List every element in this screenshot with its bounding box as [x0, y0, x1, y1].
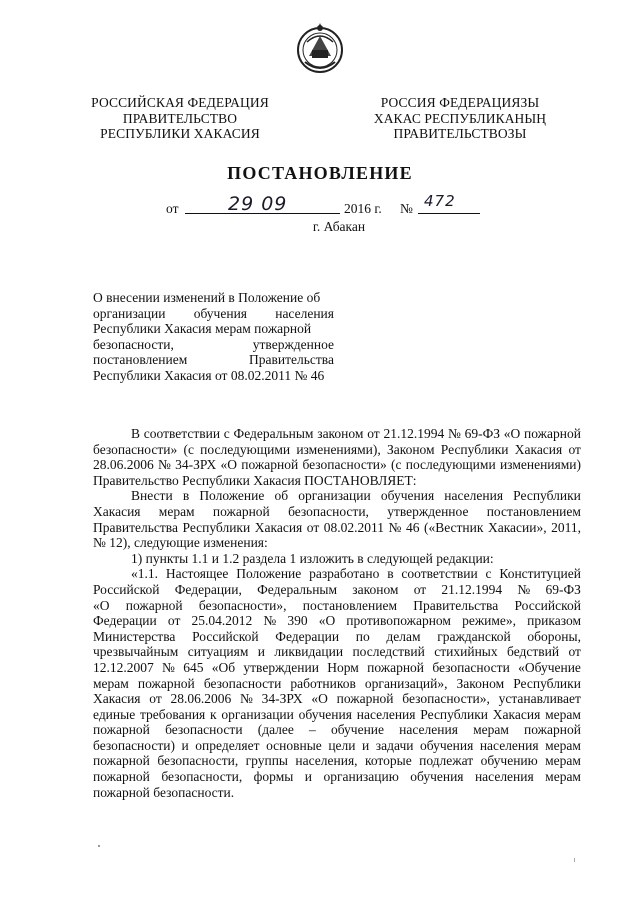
body-word: соответствии: [143, 426, 221, 441]
body-word: от: [413, 581, 427, 597]
body-word: В: [131, 426, 141, 441]
subject-block: [93, 290, 334, 384]
body-word: №: [388, 519, 402, 535]
body-word: Положение: [236, 566, 302, 582]
body-word: последующими: [200, 441, 291, 457]
body-word: постановлением: [302, 597, 397, 613]
body-word: Внести: [131, 488, 173, 504]
body-word: от: [306, 519, 320, 535]
body-word: безопасности: [165, 722, 243, 738]
body-word: мерам: [158, 503, 195, 519]
body-word: Федерации,: [174, 581, 242, 597]
body-word: безопасности»,: [198, 597, 287, 613]
body-word: «О: [220, 457, 237, 473]
body-word: основные: [266, 737, 322, 753]
body-word: №: [447, 426, 461, 441]
body-word: с: [485, 566, 492, 582]
body-word: группы: [245, 753, 288, 769]
body-word: Хакасия: [254, 519, 303, 535]
body-word: Конституцией: [499, 566, 581, 582]
body-line: [93, 629, 581, 645]
body-word: Хакасия: [93, 691, 141, 707]
body-word: Положение: [199, 488, 265, 504]
body-word: обучения: [380, 488, 435, 504]
subject-word: постановлением: [93, 352, 188, 368]
body-word: Российской: [192, 628, 259, 644]
body-word: пожарной: [93, 769, 150, 785]
body-word: от: [167, 613, 181, 629]
header-left-line-1: РОССИЙСКАЯ ФЕДЕРАЦИЯ: [91, 95, 269, 110]
body-line: [93, 644, 581, 660]
body-word: 25.04.2012: [191, 613, 253, 629]
city: г. Абакан: [312, 219, 366, 234]
body-line: [93, 707, 581, 723]
body-line: Правительство Республики Хакасия ПОСТАНОВЛЯЕТ:: [93, 472, 417, 488]
body-word: Хакасия: [514, 441, 563, 457]
header-left-line-2: ПРАВИТЕЛЬСТВО: [122, 110, 238, 126]
body-word: Федерации: [93, 613, 157, 629]
body-word: обучению: [480, 753, 538, 769]
body-line: [93, 738, 581, 754]
body-word: утвержденное: [387, 503, 469, 519]
header-left: [80, 95, 280, 142]
body-word: изменениями),: [296, 441, 381, 457]
body-word: пожарной: [93, 753, 150, 769]
body-word: мерам: [545, 706, 581, 722]
body-word: в: [182, 488, 190, 504]
body-word: последствий: [352, 644, 425, 660]
body-word: №: [517, 581, 531, 597]
body-word: №: [239, 691, 253, 707]
body-word: разработано: [309, 566, 380, 582]
body-word: пожарной: [336, 691, 394, 707]
body-word: и: [257, 644, 266, 660]
body-word: задачи: [375, 737, 414, 753]
subject-word: утвержденное: [252, 336, 334, 352]
body-word: делам: [386, 628, 421, 644]
body-word: постановлением: [486, 503, 581, 519]
body-line: [93, 504, 581, 520]
body-word: от: [568, 441, 581, 457]
body-word: Федеральным: [257, 581, 338, 597]
body-line: [93, 582, 581, 598]
body-word: Республики: [513, 675, 581, 691]
body-line: № 12), следующие изменения:: [93, 535, 268, 551]
body-word: №: [158, 457, 171, 473]
scan-speck: [574, 858, 575, 862]
body-word: безопасности: [203, 675, 282, 691]
body-word: «Об: [211, 659, 236, 675]
body-word: 34-ЗРХ: [261, 691, 303, 707]
body-word: безопасности: [432, 659, 510, 675]
body-word: Настоящее: [165, 566, 229, 582]
body-word: населения,: [295, 753, 358, 769]
body-word: гражданской: [437, 628, 511, 644]
body-word: Республики: [440, 441, 509, 457]
body-word: населения: [474, 769, 534, 785]
body-word: (с: [183, 441, 194, 457]
body-word: Российской: [93, 581, 160, 597]
body-word: Республики: [513, 488, 581, 504]
body-word: («Вестник: [423, 519, 484, 535]
body-line: [93, 598, 581, 614]
body-word: пожарной: [212, 503, 270, 519]
body-word: 645: [183, 659, 204, 675]
subject-line: [93, 337, 334, 353]
body-word: Российской: [514, 597, 581, 613]
body-word: безопасности,: [161, 769, 243, 785]
body-line: [93, 520, 581, 536]
body-line: [93, 691, 581, 707]
body-word: мерам: [545, 769, 581, 785]
body-word: Правительства: [413, 597, 499, 613]
body-word: формы: [253, 769, 294, 785]
body-line: [93, 566, 581, 582]
header-right: [355, 95, 565, 142]
body-word: пожарной: [125, 597, 183, 613]
body-word: законом: [352, 581, 399, 597]
body-word: приказом: [527, 613, 581, 629]
body-word: цели: [328, 737, 356, 753]
body-line: [93, 676, 581, 692]
subject-word: организации: [93, 305, 166, 321]
body-word: Законом: [386, 441, 435, 457]
subject-line: Республики Хакасия мерам пожарной: [93, 321, 312, 337]
body-word: 2011,: [551, 519, 581, 535]
number-underline: [418, 213, 480, 214]
body-word: №: [162, 659, 175, 675]
body-word: Федерации: [275, 628, 340, 644]
body-word: 69-ФЗ: [545, 581, 581, 597]
body-word: Хакасия: [93, 503, 141, 519]
body-word: мерам: [545, 737, 581, 753]
body-word: 390: [287, 613, 308, 629]
body-word: Республики: [420, 706, 489, 722]
body-line: [93, 613, 581, 629]
number-label: №: [400, 201, 413, 216]
body-word: (далее: [257, 722, 294, 738]
body-word: требования: [139, 706, 206, 722]
body-word: организаций»,: [364, 675, 448, 691]
body-line: пожарной безопасности.: [93, 784, 235, 800]
body-line: [93, 660, 581, 676]
body-word: Хакасия: [492, 706, 541, 722]
body-line: [93, 722, 581, 738]
body-word: 69-ФЗ: [464, 426, 501, 441]
body-word: последующими: [405, 457, 496, 473]
body-word: от: [367, 426, 380, 441]
body-line: [93, 457, 581, 473]
body-word: «О: [311, 691, 328, 707]
body-word: 08.02.2011: [323, 519, 385, 535]
body-word: 21.12.1994: [441, 581, 503, 597]
body-word: пожарной: [93, 722, 150, 738]
body-word: стихийных: [434, 644, 498, 660]
body-word: населения: [444, 488, 504, 504]
body-word: работников: [290, 675, 356, 691]
body-word: 46: [405, 519, 420, 535]
body-word: 28.06.2006: [170, 691, 232, 707]
body-word: чрезвычайным: [93, 644, 179, 660]
body-word: обучение: [330, 722, 385, 738]
body-word: безопасности): [93, 737, 175, 753]
document-title: ПОСТАНОВЛЕНИЕ: [227, 163, 413, 183]
body-word: законом: [317, 426, 364, 441]
subject-word: безопасности,: [93, 336, 174, 352]
body-word: ситуациям: [187, 644, 249, 660]
body-word: –: [309, 722, 316, 738]
subject-line: О внесении изменений в Положение об: [93, 290, 321, 305]
body-word: обороны,: [527, 628, 581, 644]
body-word: обучения: [410, 769, 464, 785]
body-word: от: [149, 691, 162, 707]
body-word: безопасности,: [157, 753, 239, 769]
header-right-line-1: РОССИЯ ФЕДЕРАЦИЯЗЫ: [380, 95, 540, 110]
body-word: об: [274, 488, 289, 504]
body-word: пожарной: [524, 722, 581, 738]
body-word: Федеральным: [233, 426, 314, 441]
body-word: мерам: [545, 753, 581, 769]
coat-of-arms-emblem: [295, 20, 345, 76]
body-word: утверждении: [243, 659, 319, 675]
body-word: организацию: [323, 769, 399, 785]
body-word: пожарной: [367, 659, 425, 675]
body-word: противопожарном: [346, 613, 451, 629]
body-word: по: [355, 628, 370, 644]
body-word: «Обучение: [518, 659, 581, 675]
body-word: 34-ЗРХ: [175, 457, 217, 473]
body-line: [93, 753, 581, 769]
body-word: и: [181, 737, 189, 753]
body-line: [93, 488, 581, 504]
body-word: обучения: [420, 737, 474, 753]
header-left-line-3: РЕСПУБЛИКИ ХАКАСИЯ: [100, 126, 260, 141]
header-right-line-3: ПРАВИТЕЛЬСТВОЗЫ: [393, 126, 527, 141]
date-number-line: [0, 192, 640, 219]
body-line: [93, 442, 581, 458]
body-word: от: [568, 644, 581, 660]
body-word: обучения: [298, 706, 352, 722]
body-word: 28.06.2006: [93, 457, 154, 473]
body-word: бедствий: [507, 644, 560, 660]
body-word: Законом: [456, 675, 505, 691]
body-word: подлежат: [419, 753, 474, 769]
body-word: с: [223, 426, 230, 441]
body-word: 12.12.2007: [93, 659, 154, 675]
body-word: и: [362, 737, 370, 753]
body-word: организации: [221, 706, 294, 722]
scan-speck: [98, 845, 100, 847]
body-word: которые: [364, 753, 412, 769]
date-handwritten: 29 09: [228, 193, 288, 215]
body-word: ликвидации: [274, 644, 344, 660]
body-word: соответствии: [401, 566, 478, 582]
body-text: [93, 426, 581, 800]
subject-word: обучения: [193, 305, 247, 321]
body-word: «О: [93, 597, 110, 613]
body-word: населения: [399, 722, 458, 738]
body-word: (с: [390, 457, 402, 473]
body-word: безопасности,: [288, 503, 369, 519]
body-word: безопасности»: [93, 441, 178, 457]
body-word: «О: [503, 426, 521, 441]
body-line: [93, 426, 581, 442]
subject-line: [93, 306, 334, 322]
body-word: определяет: [195, 737, 260, 753]
body-word: мерам: [473, 722, 509, 738]
body-word: Хакасии»,: [487, 519, 547, 535]
body-word: Норм: [327, 659, 359, 675]
body-word: пожарной: [241, 457, 299, 473]
body-word: «1.1.: [131, 566, 158, 582]
subject-word: населения: [275, 305, 334, 321]
number-handwritten: 472: [424, 192, 456, 210]
subject-word: Правительства: [249, 352, 334, 368]
body-word: населения: [479, 737, 539, 753]
date-from-label: от: [166, 201, 179, 216]
date-year: 2016 г.: [344, 201, 382, 216]
body-word: Республики: [182, 519, 251, 535]
body-word: устанавливает: [498, 691, 581, 707]
body-word: и: [304, 769, 312, 785]
subject-line: [93, 352, 334, 368]
body-word: безопасности»: [302, 457, 387, 473]
body-word: организации: [298, 488, 371, 504]
body-word: №: [263, 613, 277, 629]
body-word: изменениями): [499, 457, 581, 473]
body-word: пожарной: [137, 675, 195, 691]
body-word: к: [210, 706, 217, 722]
body-word: 21.12.1994: [383, 426, 445, 441]
body-word: Правительства: [93, 519, 178, 535]
body-word: в: [387, 566, 394, 582]
body-word: безопасности»,: [402, 691, 490, 707]
body-word: единые: [93, 706, 136, 722]
header-right-line-2: ХАКАС РЕСПУБЛИКАНЫҢ: [373, 110, 547, 126]
body-line: [93, 769, 581, 785]
body-line: 1) пункты 1.1 и 1.2 раздела 1 изложить в следующей редакции:: [131, 550, 494, 566]
body-word: «О: [318, 613, 336, 629]
subject-line: Республики Хакасия от 08.02.2011 № 46: [93, 367, 325, 383]
body-word: Министерства: [93, 628, 176, 644]
body-word: пожарной: [524, 426, 581, 441]
body-word: населения: [356, 706, 416, 722]
body-word: мерам: [93, 675, 129, 691]
body-word: режиме»,: [462, 613, 517, 629]
